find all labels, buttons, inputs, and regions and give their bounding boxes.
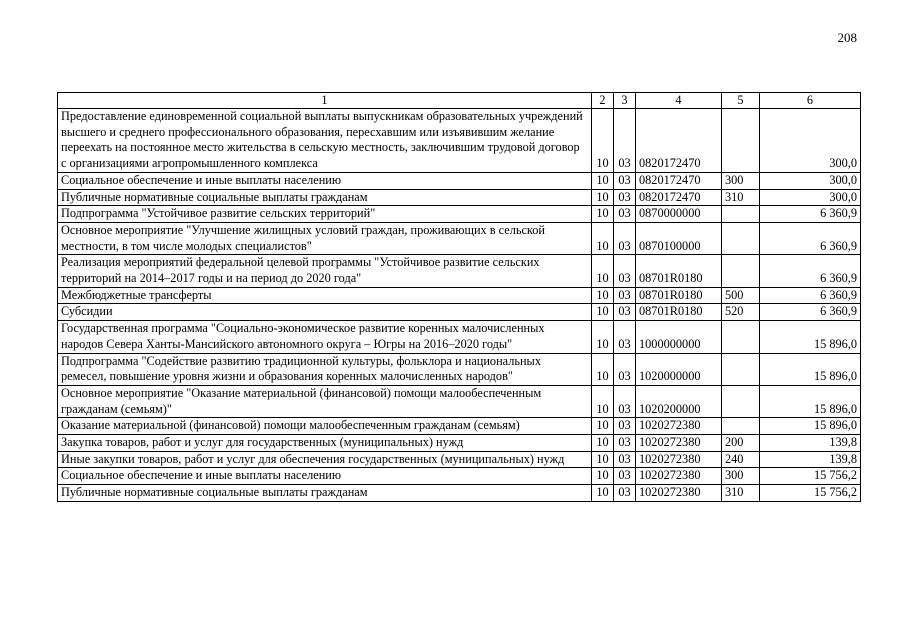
row-name-cell: Основное мероприятие "Улучшение жилищных условий граждан, проживающих в сельской местности, в том числе молодых специалистов" — [58, 222, 592, 254]
table-row — [58, 189, 861, 206]
row-target-article-cell: 0820172470 — [636, 189, 722, 206]
row-subsection-cell: 03 — [614, 222, 636, 254]
row-name-cell: Основное мероприятие "Оказание материальной (финансовой) помощи малообеспеченным гражданам (семьям)" — [58, 385, 592, 417]
row-amount-cell: 6 360,9 — [760, 255, 861, 287]
row-section-cell: 10 — [592, 418, 614, 435]
row-section-cell: 10 — [592, 353, 614, 385]
row-name-cell: Подпрограмма "Содействие развитию традиционной культуры, фольклора и национальных ремесел, повышение уровня жизни и образования коренных малочисленных народов" — [58, 353, 592, 385]
row-name-cell: Оказание материальной (финансовой) помощи малообеспеченным гражданам (семьям) — [58, 418, 592, 435]
table-row — [58, 485, 861, 502]
row-amount-cell: 15 896,0 — [760, 385, 861, 417]
row-section-cell: 10 — [592, 222, 614, 254]
row-section-cell: 10 — [592, 451, 614, 468]
row-expense-type-cell — [722, 353, 760, 385]
row-amount-cell: 300,0 — [760, 189, 861, 206]
header-name: 1 — [58, 93, 592, 109]
row-target-article-cell: 1000000000 — [636, 321, 722, 353]
row-amount-cell: 6 360,9 — [760, 222, 861, 254]
row-target-article-cell: 08701R0180 — [636, 287, 722, 304]
row-name-cell: Подпрограмма "Устойчивое развитие сельских территорий" — [58, 206, 592, 223]
row-name-cell: Предоставление единовременной социальной выплаты выпускникам образовательных учреждений высшего и среднего профессионального образования, пересхавшим или изъявившим желание переехать на постоянное место жительства в сельскую местность, заключившим трудовой договор с организациями агропромышленного комплекса — [58, 109, 592, 173]
row-amount-cell: 15 756,2 — [760, 468, 861, 485]
page-number: 208 — [837, 30, 857, 45]
row-expense-type-cell: 300 — [722, 172, 760, 189]
row-amount-cell: 6 360,9 — [760, 206, 861, 223]
row-expense-type-cell: 520 — [722, 304, 760, 321]
row-target-article-cell: 1020272380 — [636, 418, 722, 435]
row-section-cell: 10 — [592, 206, 614, 223]
row-section-cell: 10 — [592, 109, 614, 173]
row-expense-type-cell: 300 — [722, 468, 760, 485]
header-amount: 6 — [760, 93, 861, 109]
row-section-cell: 10 — [592, 435, 614, 452]
row-section-cell: 10 — [592, 287, 614, 304]
row-subsection-cell: 03 — [614, 353, 636, 385]
row-target-article-cell: 1020272380 — [636, 485, 722, 502]
row-target-article-cell: 0870100000 — [636, 222, 722, 254]
row-amount-cell: 15 896,0 — [760, 321, 861, 353]
row-expense-type-cell: 500 — [722, 287, 760, 304]
row-name-cell: Субсидии — [58, 304, 592, 321]
table-row — [58, 451, 861, 468]
row-amount-cell: 300,0 — [760, 109, 861, 173]
row-subsection-cell: 03 — [614, 287, 636, 304]
table-row — [58, 418, 861, 435]
row-subsection-cell: 03 — [614, 418, 636, 435]
row-target-article-cell: 1020272380 — [636, 435, 722, 452]
row-name-cell: Социальное обеспечение и иные выплаты населению — [58, 468, 592, 485]
row-expense-type-cell: 310 — [722, 485, 760, 502]
table-row — [58, 468, 861, 485]
row-subsection-cell: 03 — [614, 109, 636, 173]
table-row — [58, 109, 861, 173]
row-amount-cell: 15 896,0 — [760, 418, 861, 435]
row-expense-type-cell — [722, 222, 760, 254]
row-target-article-cell: 1020272380 — [636, 451, 722, 468]
row-subsection-cell: 03 — [614, 304, 636, 321]
row-subsection-cell: 03 — [614, 451, 636, 468]
row-section-cell: 10 — [592, 189, 614, 206]
header-section: 2 — [592, 93, 614, 109]
row-name-cell: Межбюджетные трансферты — [58, 287, 592, 304]
row-expense-type-cell — [722, 109, 760, 173]
row-amount-cell: 139,8 — [760, 435, 861, 452]
row-section-cell: 10 — [592, 485, 614, 502]
row-amount-cell: 15 756,2 — [760, 485, 861, 502]
row-name-cell: Публичные нормативные социальные выплаты гражданам — [58, 485, 592, 502]
row-target-article-cell: 08701R0180 — [636, 304, 722, 321]
table-row — [58, 304, 861, 321]
row-amount-cell: 139,8 — [760, 451, 861, 468]
table-row — [58, 222, 861, 254]
row-target-article-cell: 1020272380 — [636, 468, 722, 485]
table-header-row — [58, 93, 861, 109]
row-target-article-cell: 1020200000 — [636, 385, 722, 417]
row-amount-cell: 15 896,0 — [760, 353, 861, 385]
row-expense-type-cell — [722, 418, 760, 435]
budget-table — [57, 92, 861, 502]
row-amount-cell: 6 360,9 — [760, 304, 861, 321]
row-expense-type-cell — [722, 206, 760, 223]
row-expense-type-cell — [722, 255, 760, 287]
row-name-cell: Иные закупки товаров, работ и услуг для обеспечения государственных (муниципальных) нужд — [58, 451, 592, 468]
table-row — [58, 353, 861, 385]
table-row — [58, 255, 861, 287]
header-target-article: 4 — [636, 93, 722, 109]
row-target-article-cell: 0820172470 — [636, 172, 722, 189]
table-row — [58, 287, 861, 304]
table-row — [58, 435, 861, 452]
header-subsection: 3 — [614, 93, 636, 109]
table-row — [58, 206, 861, 223]
row-target-article-cell: 1020000000 — [636, 353, 722, 385]
row-expense-type-cell: 310 — [722, 189, 760, 206]
row-section-cell: 10 — [592, 172, 614, 189]
row-subsection-cell: 03 — [614, 385, 636, 417]
row-name-cell: Публичные нормативные социальные выплаты гражданам — [58, 189, 592, 206]
row-section-cell: 10 — [592, 304, 614, 321]
row-name-cell: Закупка товаров, работ и услуг для государственных (муниципальных) нужд — [58, 435, 592, 452]
row-section-cell: 10 — [592, 385, 614, 417]
row-section-cell: 10 — [592, 255, 614, 287]
row-subsection-cell: 03 — [614, 172, 636, 189]
row-subsection-cell: 03 — [614, 435, 636, 452]
row-name-cell: Реализация мероприятий федеральной целевой программы "Устойчивое развитие сельских территорий на 2014–2017 годы и на период до 2020 года" — [58, 255, 592, 287]
row-subsection-cell: 03 — [614, 468, 636, 485]
row-subsection-cell: 03 — [614, 255, 636, 287]
row-amount-cell: 300,0 — [760, 172, 861, 189]
table-row — [58, 385, 861, 417]
table-row — [58, 321, 861, 353]
header-expense-type: 5 — [722, 93, 760, 109]
row-section-cell: 10 — [592, 321, 614, 353]
row-section-cell: 10 — [592, 468, 614, 485]
row-expense-type-cell — [722, 385, 760, 417]
row-expense-type-cell: 200 — [722, 435, 760, 452]
row-target-article-cell: 0870000000 — [636, 206, 722, 223]
row-name-cell: Социальное обеспечение и иные выплаты населению — [58, 172, 592, 189]
row-subsection-cell: 03 — [614, 206, 636, 223]
row-expense-type-cell — [722, 321, 760, 353]
row-amount-cell: 6 360,9 — [760, 287, 861, 304]
row-subsection-cell: 03 — [614, 189, 636, 206]
row-target-article-cell: 0820172470 — [636, 109, 722, 173]
row-subsection-cell: 03 — [614, 485, 636, 502]
row-subsection-cell: 03 — [614, 321, 636, 353]
row-expense-type-cell: 240 — [722, 451, 760, 468]
table-row — [58, 172, 861, 189]
row-name-cell: Государственная программа "Социально-экономическое развитие коренных малочисленных народов Севера Ханты-Мансийского автономного округа – Югры на 2016–2020 годы" — [58, 321, 592, 353]
row-target-article-cell: 08701R0180 — [636, 255, 722, 287]
table-body — [58, 109, 861, 502]
